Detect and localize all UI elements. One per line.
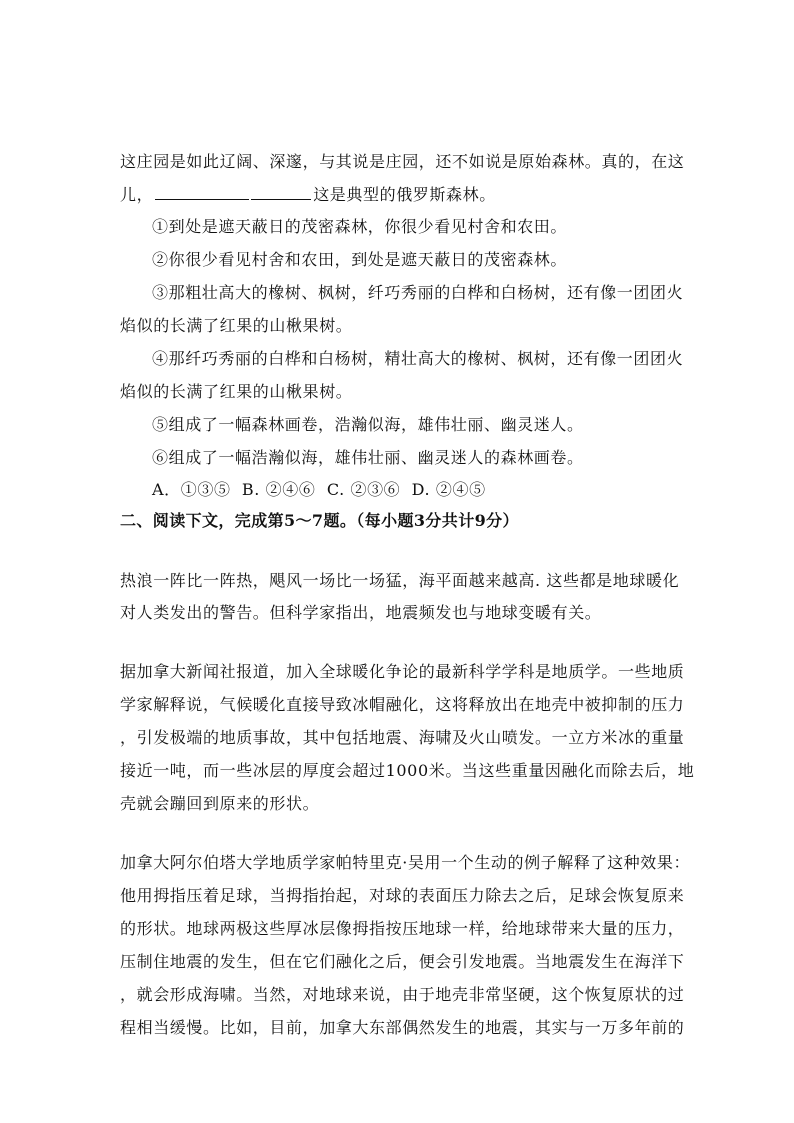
para2-line-3: ，引发极端的地质事故，其中包括地震、海啸及火山喷发。一立方米冰的重量 [120, 728, 685, 747]
answer-blank [155, 185, 249, 200]
dash-line [251, 190, 311, 200]
para3-line-1: 加拿大阿尔伯塔大学地质学家帕特里克·吴用一个生动的例子解释了这种效果： [120, 853, 691, 872]
para3-line-5: ，就会形成海啸。当然，对地球来说，由于地壳非常坚硬，这个恢复原状的过 [120, 985, 685, 1004]
question-stem-line-2 [120, 184, 680, 206]
option-6: ⑥组成了一幅浩瀚似海，雄伟壮丽、幽灵迷人的森林画卷。 [152, 448, 584, 467]
option-5: ⑤组成了一幅森林画卷，浩瀚似海，雄伟壮丽、幽灵迷人。 [152, 415, 584, 434]
option-4-line-2: 焰似的长满了红果的山楸果树。 [120, 382, 353, 401]
para3-line-6: 程相当缓慢。比如，目前，加拿大东部偶然发生的地震，其实与一万多年前的 [120, 1018, 685, 1037]
para2-line-1: 据加拿大新闻社报道，加入全球暖化争论的最新科学学科是地质学。一些地质 [120, 662, 685, 681]
question-stem-line-1: 这庄园是如此辽阔、深邃，与其说是庄园，还不如说是原始森林。真的，在这 [120, 152, 685, 171]
para1-line-2: 对人类发出的警告。但科学家指出，地震频发也与地球变暖有关。 [120, 603, 602, 622]
option-1: ①到处是遮天蔽日的茂密森林，你很少看见村舍和农田。 [152, 217, 568, 236]
section-heading: 二、阅读下文，完成第5～7题。（每小题3分共计9分） [120, 511, 519, 530]
para3-line-4: 压制住地震的发生，但在它们融化之后，便会引发地震。当地震发生在海洋下 [120, 952, 685, 971]
option-3-line-1: ③那粗壮高大的橡树、枫树，纤巧秀丽的白桦和白杨树，还有像一团团火 [152, 283, 684, 302]
answer-choices: A．①③⑤ B. ②④⑥ C. ②③⑥ D. ②④⑤ [152, 480, 486, 499]
option-3-line-2: 焰似的长满了红果的山楸果树。 [120, 316, 353, 335]
stem-suffix: 这是典型的俄罗斯森林。 [313, 185, 496, 204]
para2-line-5: 壳就会蹦回到原来的形状。 [120, 794, 320, 813]
para1-line-1: 热浪一阵比一阵热，飓风一场比一场猛，海平面越来越高. 这些都是地球暖化 [120, 571, 680, 590]
stem-prefix: 儿， [120, 185, 154, 204]
para2-line-2: 学家解释说，气候暖化直接导致冰帽融化，这将释放出在地壳中被抑制的压力 [120, 695, 685, 714]
para3-line-2: 他用拇指压着足球，当拇指抬起，对球的表面压力除去之后，足球会恢复原来 [120, 886, 685, 905]
para2-line-4: 接近一吨，而一些冰层的厚度会超过1000米。当这些重量因融化而除去后，地 [120, 761, 695, 780]
option-2: ②你很少看见村舍和农田，到处是遮天蔽日的茂密森林。 [152, 250, 568, 269]
para3-line-3: 的形状。地球两极这些厚冰层像拇指按压地球一样，给地球带来大量的压力， [120, 919, 685, 938]
option-4-line-1: ④那纤巧秀丽的白桦和白杨树，精壮高大的橡树、枫树，还有像一团团火 [152, 349, 684, 368]
